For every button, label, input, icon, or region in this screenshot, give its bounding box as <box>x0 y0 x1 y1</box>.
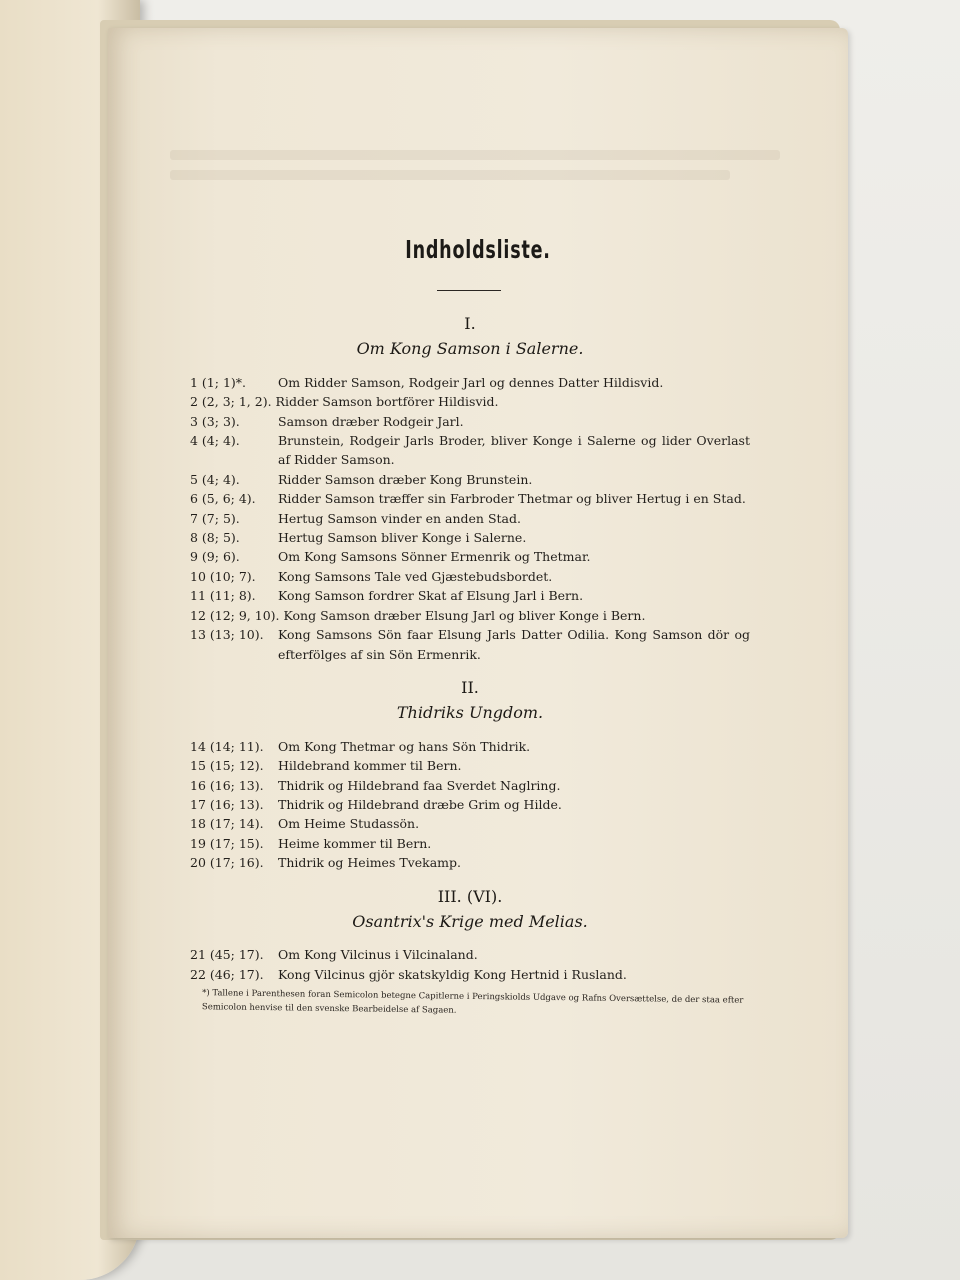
show-through-line <box>170 150 780 160</box>
section-title: Thidriks Ungdom. <box>396 703 544 723</box>
toc-entry <box>190 625 750 664</box>
entry-text: Samson dræber Rodgeir Jarl. <box>278 413 464 429</box>
toc-entry <box>190 567 750 586</box>
entry-ref: 2 (2, 3; 1, 2). <box>190 394 272 410</box>
toc-entry <box>190 776 750 795</box>
section-gap <box>190 664 750 676</box>
section-number: II. <box>461 677 479 697</box>
entry-text: Ridder Samson dræber Kong Brunstein. <box>278 471 533 487</box>
entry-text: Hertug Samson vinder en anden Stad. <box>278 510 521 526</box>
show-through-line <box>170 170 730 180</box>
toc-entry <box>190 547 750 566</box>
entry-text: Kong Samson fordrer Skat af Elsung Jarl i Bern. <box>278 588 584 604</box>
toc-entry <box>190 373 750 392</box>
toc-entry <box>190 392 750 411</box>
entry-text: Om Kong Thetmar og hans Sön Thidrik. <box>278 738 531 754</box>
entry-text: Hildebrand kommer til Bern. <box>278 758 462 774</box>
entry-ref: 6 (5, 6; 4). <box>190 491 256 507</box>
toc-entry <box>190 489 750 508</box>
entry-ref: 12 (12; 9, 10). <box>190 607 280 623</box>
entry-text: Thidrik og Heimes Tvekamp. <box>278 855 461 871</box>
page-title: Indholdsliste. <box>405 235 551 264</box>
entry-ref: 21 (45; 17). <box>190 947 264 963</box>
table-of-contents <box>190 312 750 1014</box>
section-title: Om Kong Samson i Salerne. <box>356 339 584 359</box>
toc-entry <box>190 853 750 872</box>
entry-ref: 17 (16; 13). <box>190 796 264 812</box>
section-number: III. (VI). <box>437 886 503 906</box>
entry-ref: 13 (13; 10). <box>190 627 264 643</box>
section-gap <box>190 873 750 885</box>
entry-ref: 22 (46; 17). <box>190 966 264 982</box>
entry-text: Kong Samson dræber Elsung Jarl og bliver Konge i Bern. <box>283 607 646 623</box>
entry-text: Brunstein, Rodgeir Jarls Broder, bliver Konge i Salerne og lider Overlast af Ridder Samson. <box>278 433 750 468</box>
entry-text: Heime kommer til Bern. <box>278 835 432 851</box>
toc-entry <box>190 834 750 853</box>
entry-ref: 9 (9; 6). <box>190 549 240 565</box>
entry-ref: 18 (17; 14). <box>190 816 264 832</box>
toc-entry <box>190 470 750 489</box>
entry-ref: 3 (3; 3). <box>190 413 240 429</box>
entry-text: Ridder Samson træffer sin Farbroder Thetmar og bliver Hertug i en Stad. <box>278 491 746 507</box>
entry-ref: 20 (17; 16). <box>190 855 264 871</box>
entry-text: Hertug Samson bliver Konge i Salerne. <box>278 530 527 546</box>
entry-ref: 4 (4; 4). <box>190 433 240 449</box>
entry-text: Thidrik og Hildebrand dræbe Grim og Hilde. <box>278 796 562 812</box>
toc-entry <box>190 509 750 528</box>
toc-entry <box>190 412 750 431</box>
entry-ref: 1 (1; 1)*. <box>190 374 246 390</box>
entry-ref: 19 (17; 15). <box>190 835 264 851</box>
entry-text: Kong Samsons Tale ved Gjæstebudsbordet. <box>278 568 553 584</box>
entry-ref: 15 (15; 12). <box>190 758 264 774</box>
entry-ref: 5 (4; 4). <box>190 471 240 487</box>
entry-text: Kong Samsons Sön faar Elsung Jarls Datter Odilia. Kong Samson dör og efterfölges af sin Sön Ermenrik. <box>278 627 750 662</box>
toc-entry <box>190 814 750 833</box>
entry-ref: 14 (14; 11). <box>190 738 264 754</box>
title-divider <box>437 290 501 291</box>
toc-entry <box>190 965 750 984</box>
toc-entry <box>190 945 750 964</box>
entry-text: Kong Vilcinus gjör skatskyldig Kong Hertnid i Rusland. <box>278 966 627 982</box>
footnote: *) Tallene i Parenthesen foran Semicolon betegne Capitlerne i Peringskiolds Udgave og Rafns Oversættelse, de der staa efter Semicolon henvise til den svenske Bearbeidelse af Sagaen. <box>201 988 744 1016</box>
toc-entry <box>190 606 750 625</box>
entry-text: Om Kong Vilcinus i Vilcinaland. <box>278 947 478 963</box>
toc-entry <box>190 528 750 547</box>
toc-entry <box>190 737 750 756</box>
section-title: Osantrix's Krige med Melias. <box>352 911 588 931</box>
entry-ref: 7 (7; 5). <box>190 510 240 526</box>
toc-entry <box>190 756 750 775</box>
entry-ref: 16 (16; 13). <box>190 777 264 793</box>
entry-ref: 10 (10; 7). <box>190 568 256 584</box>
entry-text: Om Heime Studassön. <box>278 816 420 832</box>
toc-entry <box>190 431 750 470</box>
entry-text: Om Ridder Samson, Rodgeir Jarl og dennes Datter Hildisvid. <box>278 374 664 390</box>
entry-text: Thidrik og Hildebrand faa Sverdet Naglring. <box>278 777 561 793</box>
entry-ref: 11 (11; 8). <box>190 588 256 604</box>
entry-text: Ridder Samson bortförer Hildisvid. <box>275 394 499 410</box>
entry-text: Om Kong Samsons Sönner Ermenrik og Thetmar. <box>278 549 591 565</box>
toc-entry <box>190 586 750 605</box>
entry-ref: 8 (8; 5). <box>190 530 240 546</box>
section-number: I. <box>464 314 476 333</box>
toc-entry <box>190 795 750 814</box>
